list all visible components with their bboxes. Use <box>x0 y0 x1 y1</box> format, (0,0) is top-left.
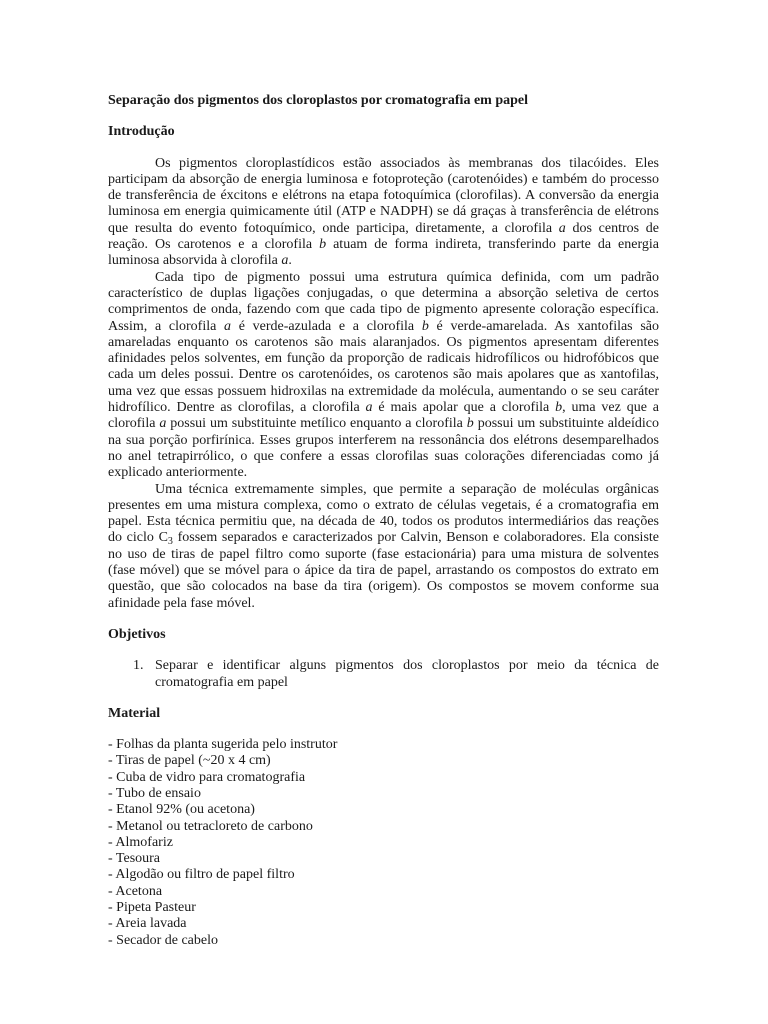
list-item: - Tubo de ensaio <box>108 785 201 801</box>
list-item: - Areia lavada <box>108 916 187 932</box>
list-item: - Cuba de vidro para cromatografia <box>108 769 306 785</box>
list-item: - Acetona <box>108 883 163 899</box>
objective-text: Separar e identificar alguns pigmentos dos cloroplastos por meio da técnica de cromatografia em papel <box>155 658 659 690</box>
document-page <box>108 93 659 949</box>
list-item: - Folhas da planta sugerida pelo instrutor <box>108 737 338 753</box>
list-item: - Almofariz <box>108 834 173 850</box>
list-item: - Secador de cabelo <box>108 932 218 948</box>
list-item: - Tiras de papel (~20 x 4 cm) <box>108 753 271 769</box>
intro-paragraph-1: Os pigmentos cloroplastídicos estão associados às membranas dos tilacóides. Eles participam da absorção de energia luminosa e fotoproteção (carotenóides) e também do processo de transferência de éxcitons e elétrons na etapa fotoquímica (clorofilas). A conversão da energia luminosa em energia quimicamente útil (ATP e NADPH) se dá graças à transferência de elétrons que resulta do evento fotoquímico, onde participa, diretamente, a clorofila a dos centros de reação. Os carotenos e a clorofila b atuam de forma indireta, transferindo parte da energia luminosa absorvida à clorofila a. <box>108 155 659 269</box>
list-item: - Tesoura <box>108 851 161 867</box>
materials-list <box>108 737 659 949</box>
list-item: - Etanol 92% (ou acetona) <box>108 802 255 818</box>
section-heading-material: Material <box>108 705 161 721</box>
list-item <box>108 658 659 691</box>
intro-paragraph-2: Cada tipo de pigmento possui uma estrutura química definida, com um padrão característico de duplas ligações conjugadas, o que determina a absorção seletiva de certos comprimentos de onda, fazendo com que cada tipo de pigmento apresente coloração específica. Assim, a clorofila a é verde-azulada e a clorofila b é verde-amarelada. As xantofilas são amareladas enquanto os carotenos são mais alaranjados. Os pigmentos apresentam diferentes afinidades pelos solventes, em função da proporção de radicais hidrofílicos ou hidrofóbicos que cada um deles possui. Dentre os carotenóides, os carotenos são mais apolares que as xantofilas, uma vez que essas possuem hidroxilas na extremidade da molécula, aumentando o se seu caráter hidrofílico. Dentre as clorofilas, a clorofila a é mais apolar que a clorofila b, uma vez que a clorofila a possui um substituinte metílico enquanto a clorofila b possui um substituinte aldeídico na sua porção porfirínica. Esses grupos interferem na ressonância dos elétrons desemparelhados no anel tetrapirrólico, o que confere a essas clorofilas suas colorações diferenciadas como já explicado anteriormente. <box>108 269 660 481</box>
intro-paragraph-3: Uma técnica extremamente simples, que permite a separação de moléculas orgânicas presentes em uma mistura complexa, como o extrato de células vegetais, é a cromatografia em papel. Esta técnica permitiu que, na década de 40, todos os produtos intermediários das reações do ciclo $C_3$ fossem separados e caracterizados por Calvin, Benson e colaboradores. Ela consiste no uso de tiras de papel filtro como suporte (fase estacionária) para uma mistura de solventes (fase móvel) que se móvel para o ápice da tira de papel, arrastando os compostos do extrato em questão, que são colocados na base da tira (origem). Os compostos se movem conforme sua afinidade pela fase móvel. <box>108 481 659 611</box>
list-item: - Metanol ou tetracloreto de carbono <box>108 818 313 834</box>
objectives-list <box>108 658 659 691</box>
section-heading-introduction: Introdução <box>108 124 175 140</box>
list-item: - Algodão ou filtro de papel filtro <box>108 867 295 883</box>
section-heading-objectives: Objetivos <box>108 626 166 642</box>
list-item: - Pipeta Pasteur <box>108 900 196 916</box>
document-title: Separação dos pigmentos dos cloroplastos por cromatografia em papel <box>108 93 528 108</box>
objective-number: 1. <box>133 658 144 674</box>
